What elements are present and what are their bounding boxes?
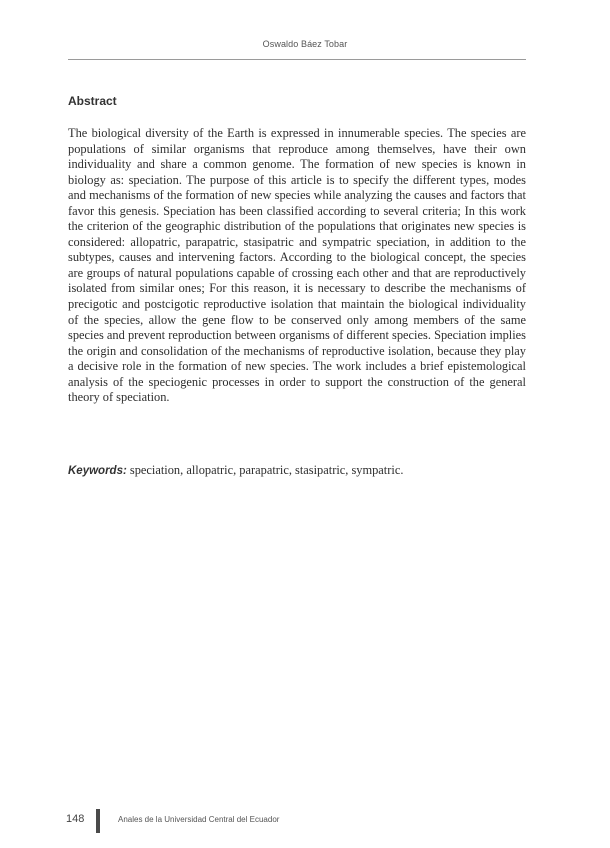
keywords-text: speciation, allopatric, parapatric, stasipatric, sympatric. xyxy=(126,463,404,477)
keywords-line xyxy=(68,463,526,480)
footer-journal-title: Anales de la Universidad Central del Ecuador xyxy=(118,815,280,824)
footer-divider-bar xyxy=(96,809,100,833)
abstract-heading: Abstract xyxy=(68,94,117,108)
page-number: 148 xyxy=(66,813,85,825)
keywords-label: Keywords: xyxy=(68,465,127,477)
abstract-body: The biological diversity of the Earth is expressed in innumerable species. The species are populations of similar organisms that reproduce among themselves, have their own individuality and share a common genome. The formation of new species is known in biology as: speciation. The purpose of this article is to specify the different types, modes and mechanisms of the formation of new species while analyzing the causes and factors that favor this genesis. Speciation has been classified according to several criteria; In this work the criterion of the geographic distribution of the populations that originates new species is considered: allopatric, parapatric, stasipatric and sympatric speciation, in addition to the subtypes, causes and intervening factors. According to the biological concept, the species are groups of natural populations capable of crossing each other and that are reproductively isolated from similar ones; For this reason, it is necessary to describe the mechanisms of precigotic and postcigotic reproductive isolation that maintain the biological individuality of the species, allow the gene flow to be conserved only among members of the same species and prevent reproduction between organisms of different species. Speciation implies the origin and consolidation of the mechanisms of reproductive isolation, because they play a decisive role in the formation of new species. The work includes a brief epistemological analysis of the speciogenic processes in order to support the construction of the general theory of speciation. xyxy=(68,126,526,405)
running-head-author: Oswaldo Báez Tobar xyxy=(262,39,348,49)
header-divider xyxy=(68,59,526,60)
